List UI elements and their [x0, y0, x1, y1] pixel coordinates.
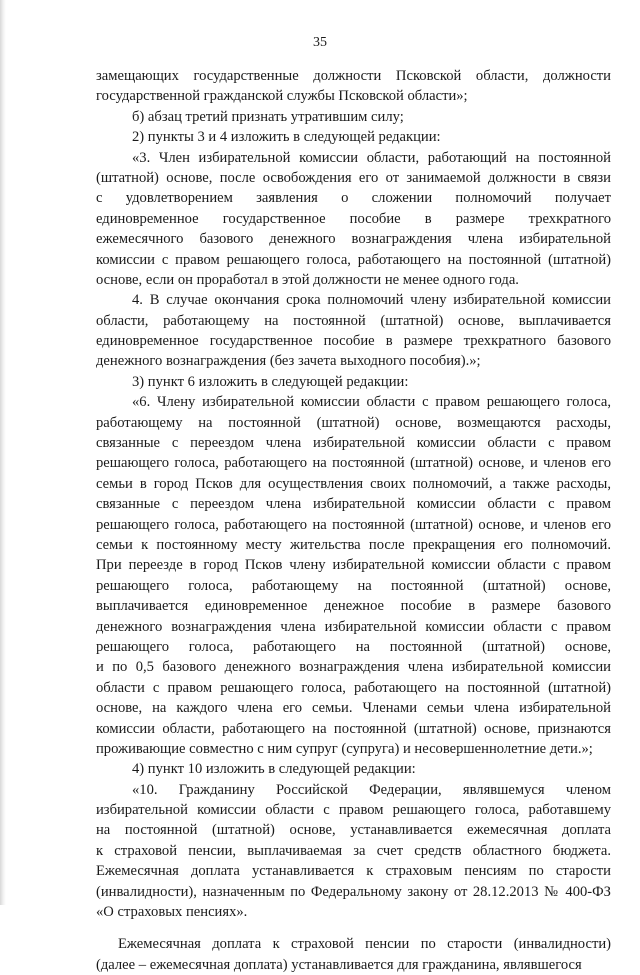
paragraph-gap [96, 922, 611, 934]
paragraph [96, 107, 611, 127]
text-line: с удовлетворением заявления о сложении полномочий получает [96, 190, 611, 207]
text-line: основе, на каждого члена его семьи. Членами семьи члена избирательной [96, 700, 611, 717]
text-line: государственной гражданской службы Псковской области»; [96, 88, 468, 105]
scan-edge [0, 0, 6, 905]
paragraph [96, 148, 611, 291]
paragraph [96, 372, 611, 392]
text-line: 3) пункт 6 изложить в следующей редакции: [132, 373, 409, 390]
text-line: решающего голоса, работающего на постоянной (штатной) основе, и членов его [96, 516, 611, 533]
text-line: единовременное государственное пособие в размере трехкратного базового [96, 333, 611, 350]
paragraph [96, 290, 611, 372]
text-line: и по 0,5 базового денежного вознаграждения члена избирательной комиссии [96, 659, 611, 676]
text-line: решающего голоса, работающего на постоянной (штатной) основе, и членов его [96, 455, 611, 472]
text-line: проживающие совместно с ним супруг (супруга) и несовершеннолетние дети.»; [96, 740, 593, 757]
text-line: (инвалидности), назначенным по Федеральному закону от 28.12.2013 № 400-ФЗ [96, 883, 611, 900]
text-line: комиссии области, работающего на постоянной (штатной) основе, признаются [96, 720, 611, 737]
text-line: связанные с переездом члена избирательной комиссии области с правом [96, 496, 611, 513]
text-line: на постоянной (штатной) основе, устанавливается ежемесячная доплата [96, 822, 611, 839]
text-line: «10. Гражданину Российской Федерации, являвшемуся членом [132, 781, 611, 798]
text-line: денежного вознаграждения (без зачета выходного пособия).»; [96, 353, 481, 370]
paragraph [96, 780, 611, 923]
text-line: семьи к постоянному месту жительства после прекращения его полномочий. [96, 536, 611, 553]
text-line: к страховой пенсии, выплачиваемая за счет средств областного бюджета. [96, 842, 611, 859]
text-line: Ежемесячная доплата устанавливается к страховым пенсиям по старости [96, 863, 611, 880]
text-line: области, работающему на постоянной (штатной) основе, выплачивается [96, 312, 611, 329]
text-line: избирательной комиссии области с правом решающего голоса, работавшему [96, 802, 611, 819]
text-line: (штатной) основе, после освобождения его от занимаемой должности в связи [96, 169, 611, 186]
text-line: б) абзац третий признать утратившим силу; [132, 108, 404, 125]
text-line: При переезде в город Псков члену избирательной комиссии области с правом [96, 557, 611, 574]
paragraph [96, 934, 611, 975]
text-line: 2) пункты 3 и 4 изложить в следующей редакции: [132, 129, 441, 146]
paragraph [96, 66, 611, 107]
text-line: связанные с переездом члена избирательной комиссии области с правом [96, 435, 611, 452]
text-line: работающему на постоянной (штатной) основе, возмещаются расходы, [96, 414, 611, 431]
text-line: решающего голоса, работающего на постоянной (штатной) основе, [96, 638, 611, 655]
text-line: «6. Члену избирательной комиссии области с правом решающего голоса, [132, 394, 611, 411]
text-line: единовременное государственное пособие в размере трехкратного [96, 210, 611, 227]
page-number: 35 [313, 35, 327, 50]
text-line: денежного вознаграждения члена избирательной комиссии области с правом [96, 618, 611, 635]
document-body [96, 66, 611, 975]
text-line: 4. В случае окончания срока полномочий члену избирательной комиссии [132, 292, 611, 309]
text-line: «3. Член избирательной комиссии области, работающий на постоянной [132, 149, 611, 166]
text-line: 4) пункт 10 изложить в следующей редакции: [132, 761, 416, 778]
text-line: ежемесячного базового денежного вознаграждения члена избирательной [96, 231, 611, 248]
text-line: области с правом решающего голоса, работающего на постоянной (штатной) [96, 679, 611, 696]
text-line: (далее – ежемесячная доплата) устанавливается для гражданина, являвшегося [96, 956, 582, 973]
paragraph [96, 127, 611, 147]
text-line: решающего голоса, работающему на постоянной (штатной) основе, [96, 577, 611, 594]
text-line: «О страховых пенсиях». [96, 904, 248, 921]
paragraph [96, 392, 611, 759]
text-line: Ежемесячная доплата к страховой пенсии по старости (инвалидности) [118, 936, 611, 953]
text-line: выплачивается единовременное денежное пособие в размере базового [96, 598, 611, 615]
text-line: семьи в город Псков для осуществления своих полномочий, а также расходы, [96, 475, 611, 492]
text-line: замещающих государственные должности Псковской области, должности [96, 68, 611, 84]
paragraph [96, 759, 611, 779]
text-line: основе, если он проработал в этой должности не менее одного года. [96, 271, 519, 288]
text-line: комиссии с правом решающего голоса, работающего на постоянной (штатной) [96, 251, 611, 268]
